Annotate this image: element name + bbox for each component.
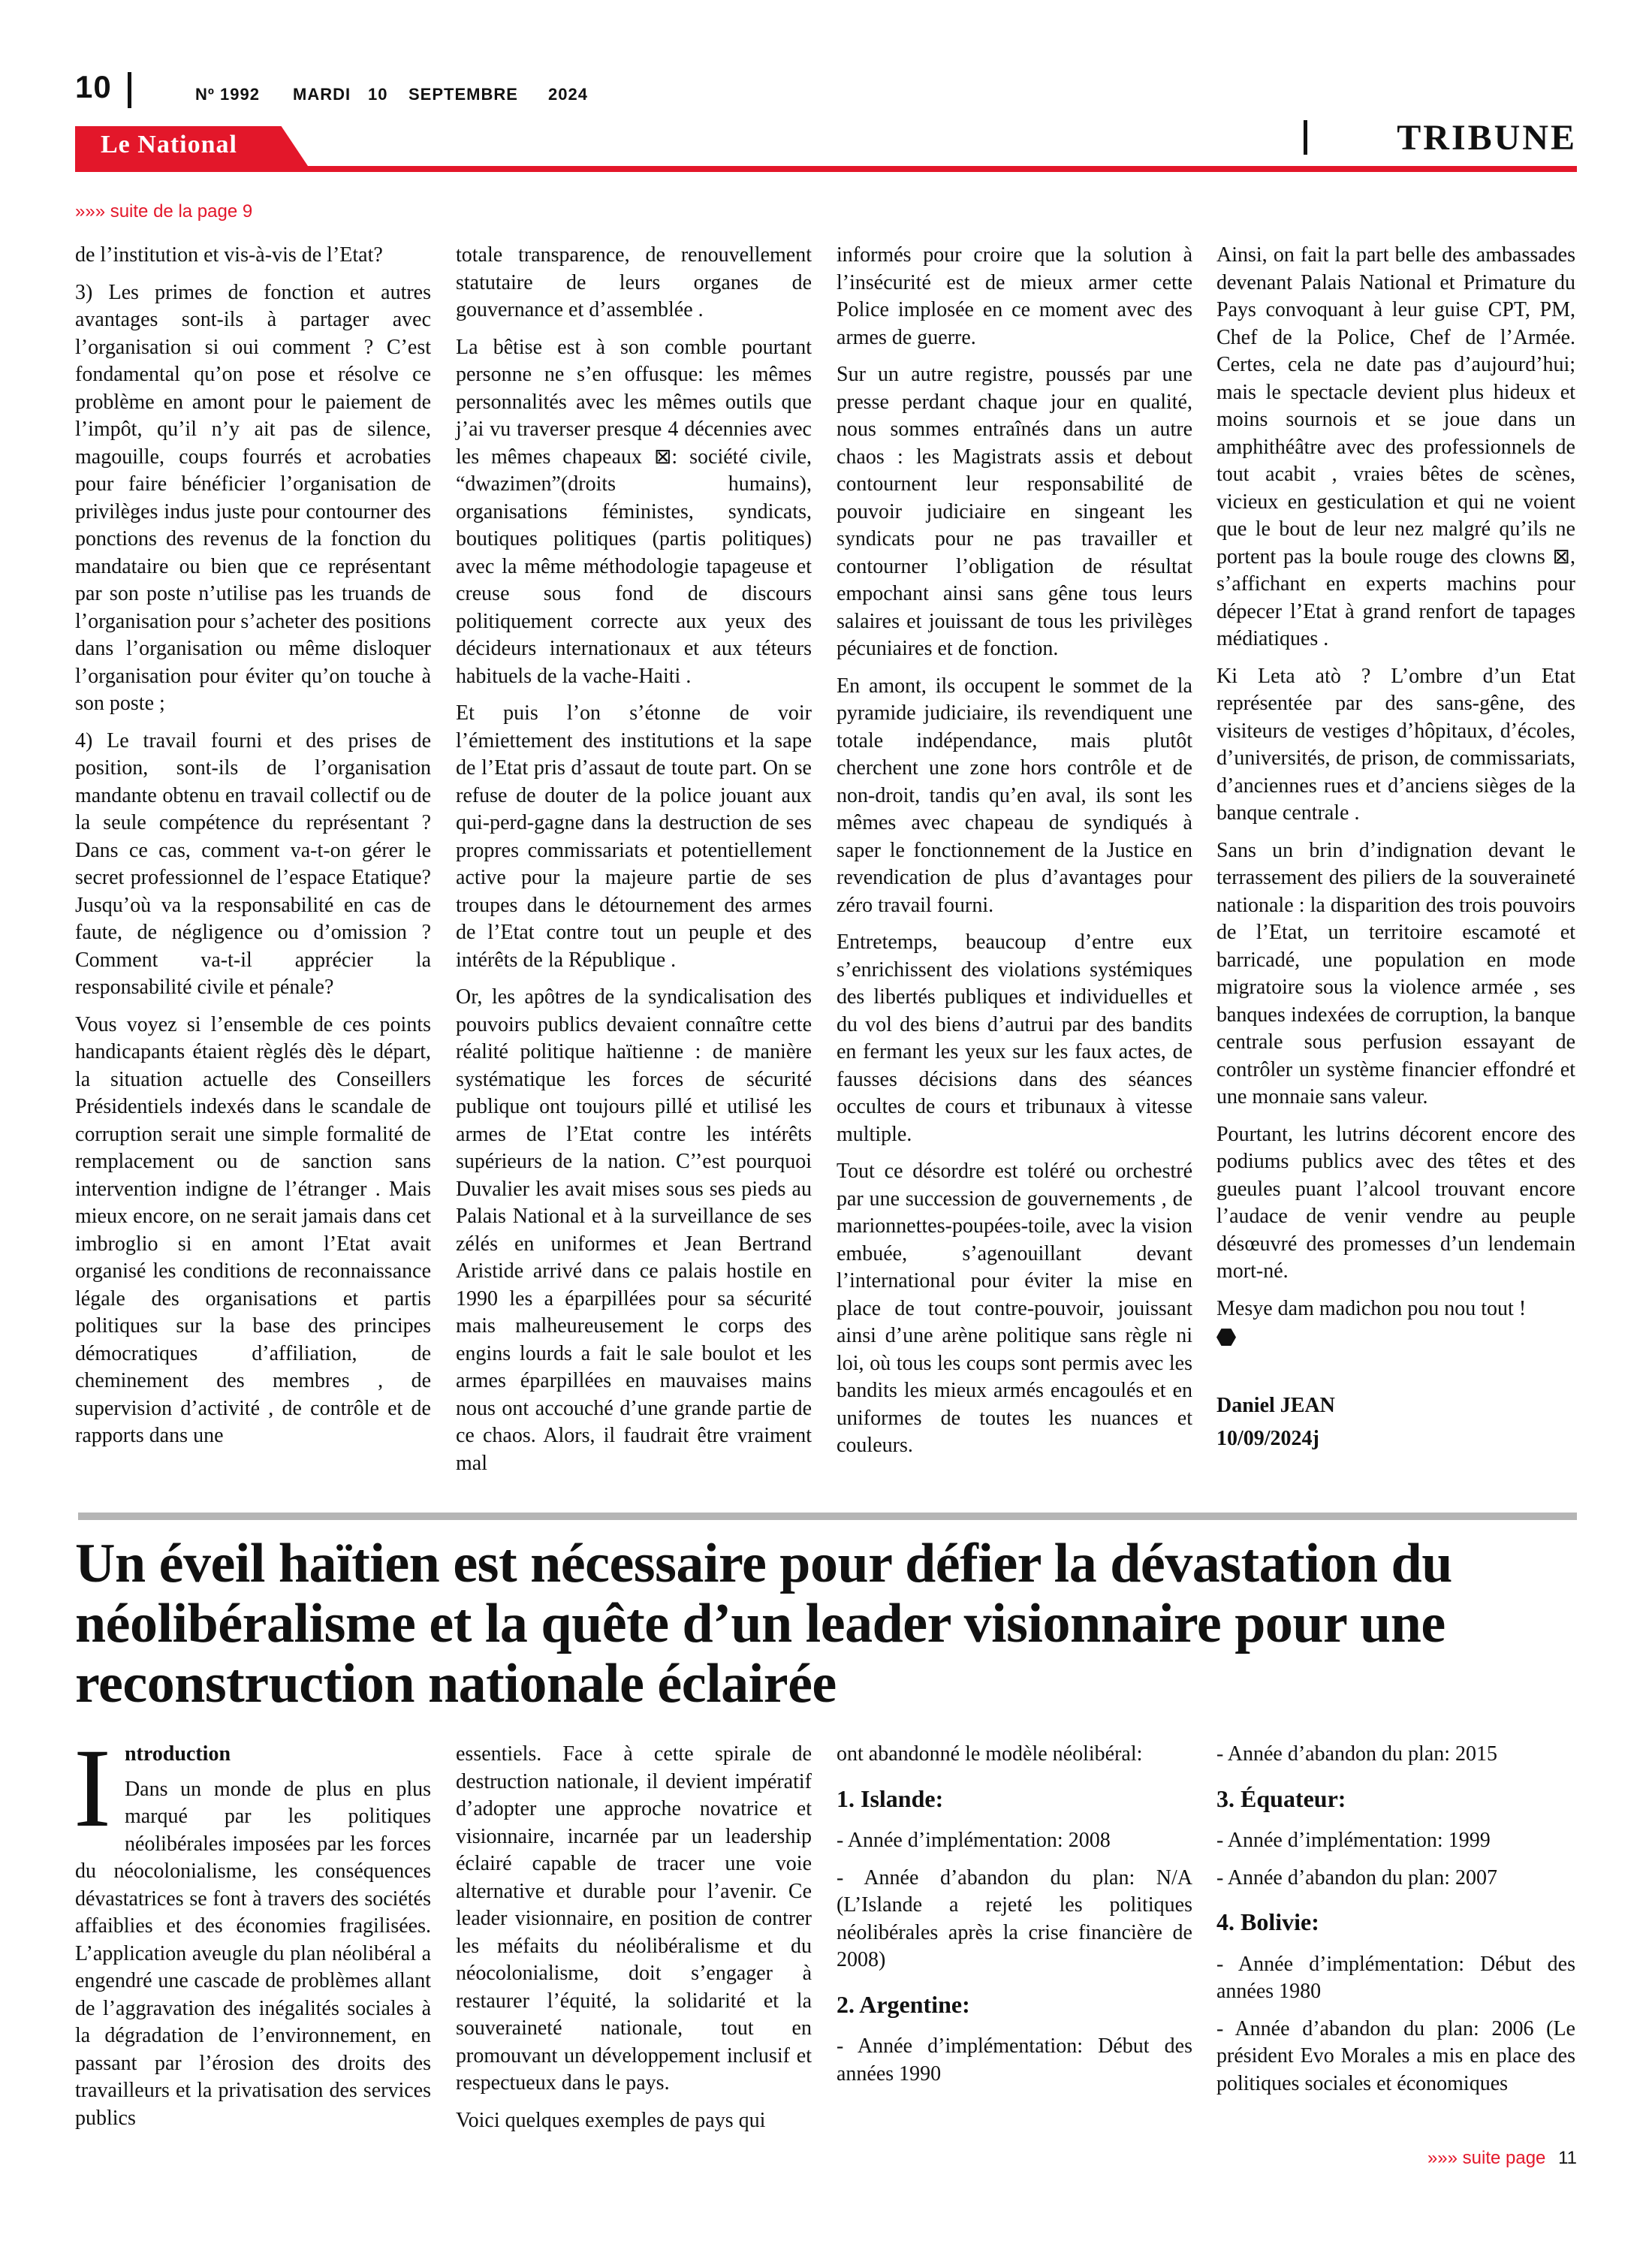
date-day: 10: [368, 85, 388, 104]
paragraph: Sans un brin d’indignation devant le terrassement des piliers de la souveraineté nationale : la disparition des trois pouvoirs de l’Etat, un territoire escamoté et barricadé, une population en mode migratoire sous la violence armée , ses banques indexées de corruption, la banque centrale sous perfusion essayant de contrôler un système financier effondré et une monnaie sans valeur.: [1216, 838, 1575, 1108]
paragraph: Pourtant, les lutrins décorent encore des podiums publics avec des têtes et des gueules puant l’alcool trouvant encore l’audace de venir vendre au peuple désœuvré des promesses d’un lendemain mort-né.: [1216, 1122, 1575, 1283]
paragraph: totale transparence, de renouvellement statutaire de leurs organes de gouvernance et d’assemblée .: [456, 243, 812, 321]
paragraph: Ki Leta atò ? L’ombre d’un Etat représentée par des sans-gêne, des visiteurs de vestiges d’hôpitaux, d’écoles, d’universités, de prison, de commissariats, d’anciennes rues et d’anciens sièges de la banque centrale .: [1216, 664, 1575, 825]
list-item: - Année d’abandon du plan: N/A (L’Islande a rejeté les politiques néolibérales après la crise financière de 2008): [837, 1865, 1192, 1971]
date-year: 2024: [548, 85, 588, 104]
country-heading: 2. Argentine:: [837, 1990, 970, 2018]
drop-cap: I: [74, 1726, 111, 1850]
list-item: - Année d’implémentation: Début des années 1980: [1216, 1952, 1575, 2003]
list-item: - Année d’abandon du plan: 2007: [1216, 1865, 1498, 1890]
paragraph: 3) Les primes de fonction et autres avantages sont-ils à partager avec l’organisation si oui comment ? C’est fondamental qu’on pose et résolve ce problème en amont pour le paiement de l’impôt, qu’il n’y ait pas de silence, magouille, coups fourrés et acrobaties pour faire bénéficier l’organisation de privilèges indus juste pour contourner des ponctions des revenus de la fonction du mandataire ou bien que ce représentant par son poste n’utilise pas les truands de l’organisation pour s’acheter des positions dans l’organisation ou même disloquer l’organisation pour éviter qu’on touche à son poste ;: [75, 280, 431, 715]
continued-to-text: »»» suite page: [1427, 2148, 1546, 2168]
intro-paragraph: Dans un monde de plus en plus marqué par les politiques néolibérales imposées par les forces du néocolonialisme, les conséquences dévastatrices se font à travers des sociétés affaiblies et des économies fragilisées. L’application aveugle du plan néolibéral a engendré une cascade de problèmes allant de l’aggravation des inégalités sociales à la dégradation de l’environnement, en passant par l’érosion des droits des travailleurs et la privatisation des services publics: [75, 1777, 431, 2130]
end-mark-hexagon-icon: [1216, 1323, 1575, 1350]
top-article-column-1: [75, 242, 431, 1488]
header-red-rule: [75, 166, 1577, 172]
paragraph: de l’institution et vis-à-vis de l’Etat?: [75, 243, 383, 267]
brand-name: Le National: [101, 131, 237, 158]
top-article-column-3: [837, 242, 1192, 1488]
paragraph: Ainsi, on fait la part belle des ambassades devenant Palais National et Primature du Pays convoquant à leur guise CPT, PM, Chef de la Police, Chef de l’Armée. Certes, cela ne date pas d’aujourd’hui; mais le spectacle devient plus hideux et moins sournois et se joue dans un amphithéâtre avec des professionnels de tout acabit , vraies bêtes de scènes, vicieux en gesticulation et qui ne voient que le bout de leur nez malgré qu’ils ne portent pas la boule rouge des clowns ⊠, s’affichant en experts machins pour dépecer l’Etat à grand renfort de tapages médiatiques .: [1216, 243, 1575, 650]
paragraph: Tout ce désordre est toléré ou orchestré par une succession de gouvernements , de marionnettes-poupées-toile, avec la vision embuée, s’agenouillant devant l’international pour éviter la mise en place de tout contre-pouvoir, jouissant ainsi d’une arène politique sans règle ni loi, où tous les coups sont permis avec les bandits les mieux armés encagoulés et en uniformes de toutes les nuances et couleurs.: [837, 1160, 1192, 1457]
article-date: 10/09/2024j: [1216, 1427, 1319, 1450]
intro-heading: ntroduction: [124, 1742, 231, 1766]
second-article-column-3: [837, 1741, 1192, 2146]
paragraph: ont abandonné le modèle néolibéral:: [837, 1742, 1143, 1766]
page-number-divider: [128, 72, 131, 108]
paragraph: Mesye dam madichon pou nou tout !: [1216, 1296, 1527, 1320]
list-item: - Année d’abandon du plan: 2006 (Le président Evo Morales a mis en place des politiques sociales et économiques: [1216, 2016, 1575, 2095]
article-headline: Un éveil haïtien est nécessaire pour défier la dévastation du néolibéralisme et la quête d’un leader visionnaire pour une reconstruction nationale éclairée: [75, 1533, 1452, 1715]
paragraph: Sur un autre registre, poussés par une presse perdant chaque jour en qualité, nous sommes entraînés dans un autre chaos : les Magistrats assis et debout contournent leur responsabilité de pouvoir judiciaire en singeant les syndicats pour ne pas travailler et contourner l’obligation de résultat empochant ainsi sans gêne tous leurs salaires et jouissant de tous les privilèges pécuniaires et de fonction.: [837, 363, 1192, 660]
continued-to-label: [1427, 2148, 1577, 2169]
second-article-column-1: [74, 1726, 431, 2146]
list-item: - Année d’implémentation: 2008: [837, 1829, 1111, 1852]
paragraph: Voici quelques exemples de pays qui: [456, 2108, 766, 2132]
second-article-column-2: [456, 1741, 812, 2146]
article-separator: [78, 1513, 1577, 1520]
paragraph: Vous voyez si l’ensemble de ces points handicapants étaient règlés dès le départ, la situation actuelle des Conseillers Présidentiels indexés dans le scandale de corruption serait une simple formalité de remplacement ou de sanction sans intervention indigne de l’étranger . Mais mieux encore, on ne serait jamais dans cet imbroglio si en amont l’Etat avait organisé les conditions de reconnaissance légale des organisations et partis politiques sur la base des principes démocratiques d’affiliation, de cheminement des membres , de supervision d’activité , de contrôle et de rapports dans une: [75, 1012, 431, 1447]
section-divider: [1304, 120, 1307, 155]
paragraph: Or, les apôtres de la syndicalisation des pouvoirs publics devaient connaître cette réalité politique haïtienne : de manière systématique les forces de sécurité publique ont toujours pillé et utilisé les armes de l’Etat contre les intérêts supérieurs de la nation. C’’est pourquoi Duvalier les avait mises sous ses pieds au Palais National et à la surveillance de ses zélés en uniformes et Jean Bertrand Aristide arrivé dans ce palais hostile en 1990 les a éparpillées pour sa sécurité mais malheureusement le corps des engins lourds a fait le sale boulot et les armes éparpillées en mauvaises mains nous ont accouché d’une grande partie de ce chaos. Alors, il faudrait être vraiment mal: [456, 985, 812, 1475]
section-title: TRIBUNE: [1397, 118, 1577, 158]
date-month: SEPTEMBRE: [408, 85, 518, 104]
paragraph: essentiels. Face à cette spirale de destruction nationale, il devient impératif d’adopter une approche novatrice et visionnaire, incarnée par un leadership éclairé capable de tracer une voie alternative et durable pour l’avenir. Ce leader visionnaire, en position de contrer les méfaits du néolibéralisme et du néocolonialisme, doit s’engager à restaurer l’équité, la solidarité et la souveraineté nationale, tout en promouvant un développement inclusif et respectueux dans le pays.: [456, 1742, 812, 2095]
list-item: - Année d’abandon du plan: 2015: [1216, 1742, 1498, 1766]
country-heading: 3. Équateur:: [1216, 1784, 1346, 1812]
continued-to-page: 11: [1558, 2148, 1577, 2168]
country-heading: 1. Islande:: [837, 1784, 944, 1812]
author-name: Daniel JEAN: [1216, 1393, 1335, 1417]
paragraph: informés pour croire que la solution à l’insécurité est de mieux armer cette Police implosée en ce moment avec des armes de guerre.: [837, 243, 1192, 349]
paragraph: En amont, ils occupent le sommet de la pyramide judiciaire, ils revendiquent une totale indépendance, mais plutôt cherchent une zone hors contrôle et de non-droit, tandis qu’en aval, ils sont les mêmes avec chapeau de syndiqués à saper le fonctionnement de la Justice en revendication de plus d’avantages pour zéro travail fourni.: [837, 674, 1192, 917]
paragraph: Et puis l’on s’étonne de voir l’émiettement des institutions et la sape de l’Etat pris d’assaut de toute part. On se refuse de douter de la police jouant aux qui-perd-gagne dans la destruction de ses propres commissariats et potentiellement active pour la majeure partie de ses troupes dans le détournement des armes de l’Etat contre tout un peuple et des intérêts de la République .: [456, 701, 812, 972]
list-item: - Année d’implémentation: 1999: [1216, 1829, 1491, 1852]
page-number: 10: [75, 69, 112, 104]
date-weekday: MARDI: [293, 85, 351, 104]
second-article-column-4: [1216, 1741, 1575, 2146]
continued-from-label: »»» suite de la page 9: [75, 201, 253, 222]
issue-number: Nº 1992: [195, 85, 260, 104]
list-item: - Année d’implémentation: Début des années 1990: [837, 2034, 1192, 2086]
paragraph: 4) Le travail fourni et des prises de position, sont-ils de l’organisation mandante obtenu en travail collectif ou de la seule compétence du représentant ? Dans ce cas, comment va-t-on gérer le secret professionnel de l’espace Etatique? Jusqu’où va la responsabilité en cas de faute, de négligence ou d’omission ? Comment va-t-il apprécier la responsabilité civile et pénale?: [75, 728, 431, 999]
paragraph: La bêtise est à son comble pourtant personne ne s’en offusque: les mêmes personnalités avec les mêmes outils que j’ai vu traverser presque 4 décennies avec les mêmes chapeaux ⊠: société civile, “dwazimen”(droits humains), organisations féministes, syndicats, boutiques politiques (partis politiques) avec la même méthodologie tapageuse et creuse sous fond de discours politiquement correcte aux yeux des décideurs internationaux et aux téteurs habituels de la vache-Haiti .: [456, 335, 812, 688]
paragraph: Entretemps, beaucoup d’entre eux s’enrichissent des violations systémiques des libertés publiques et individuelles et du vol des biens d’autrui par des bandits en fermant les yeux sur les faux actes, de fausses décisions dans des séances occultes de cours et tribunaux à vitesse multiple.: [837, 930, 1192, 1146]
country-heading: 4. Bolivie:: [1216, 1908, 1319, 1935]
top-article-column-2: [456, 242, 812, 1488]
top-article-column-4: [1216, 242, 1575, 1488]
